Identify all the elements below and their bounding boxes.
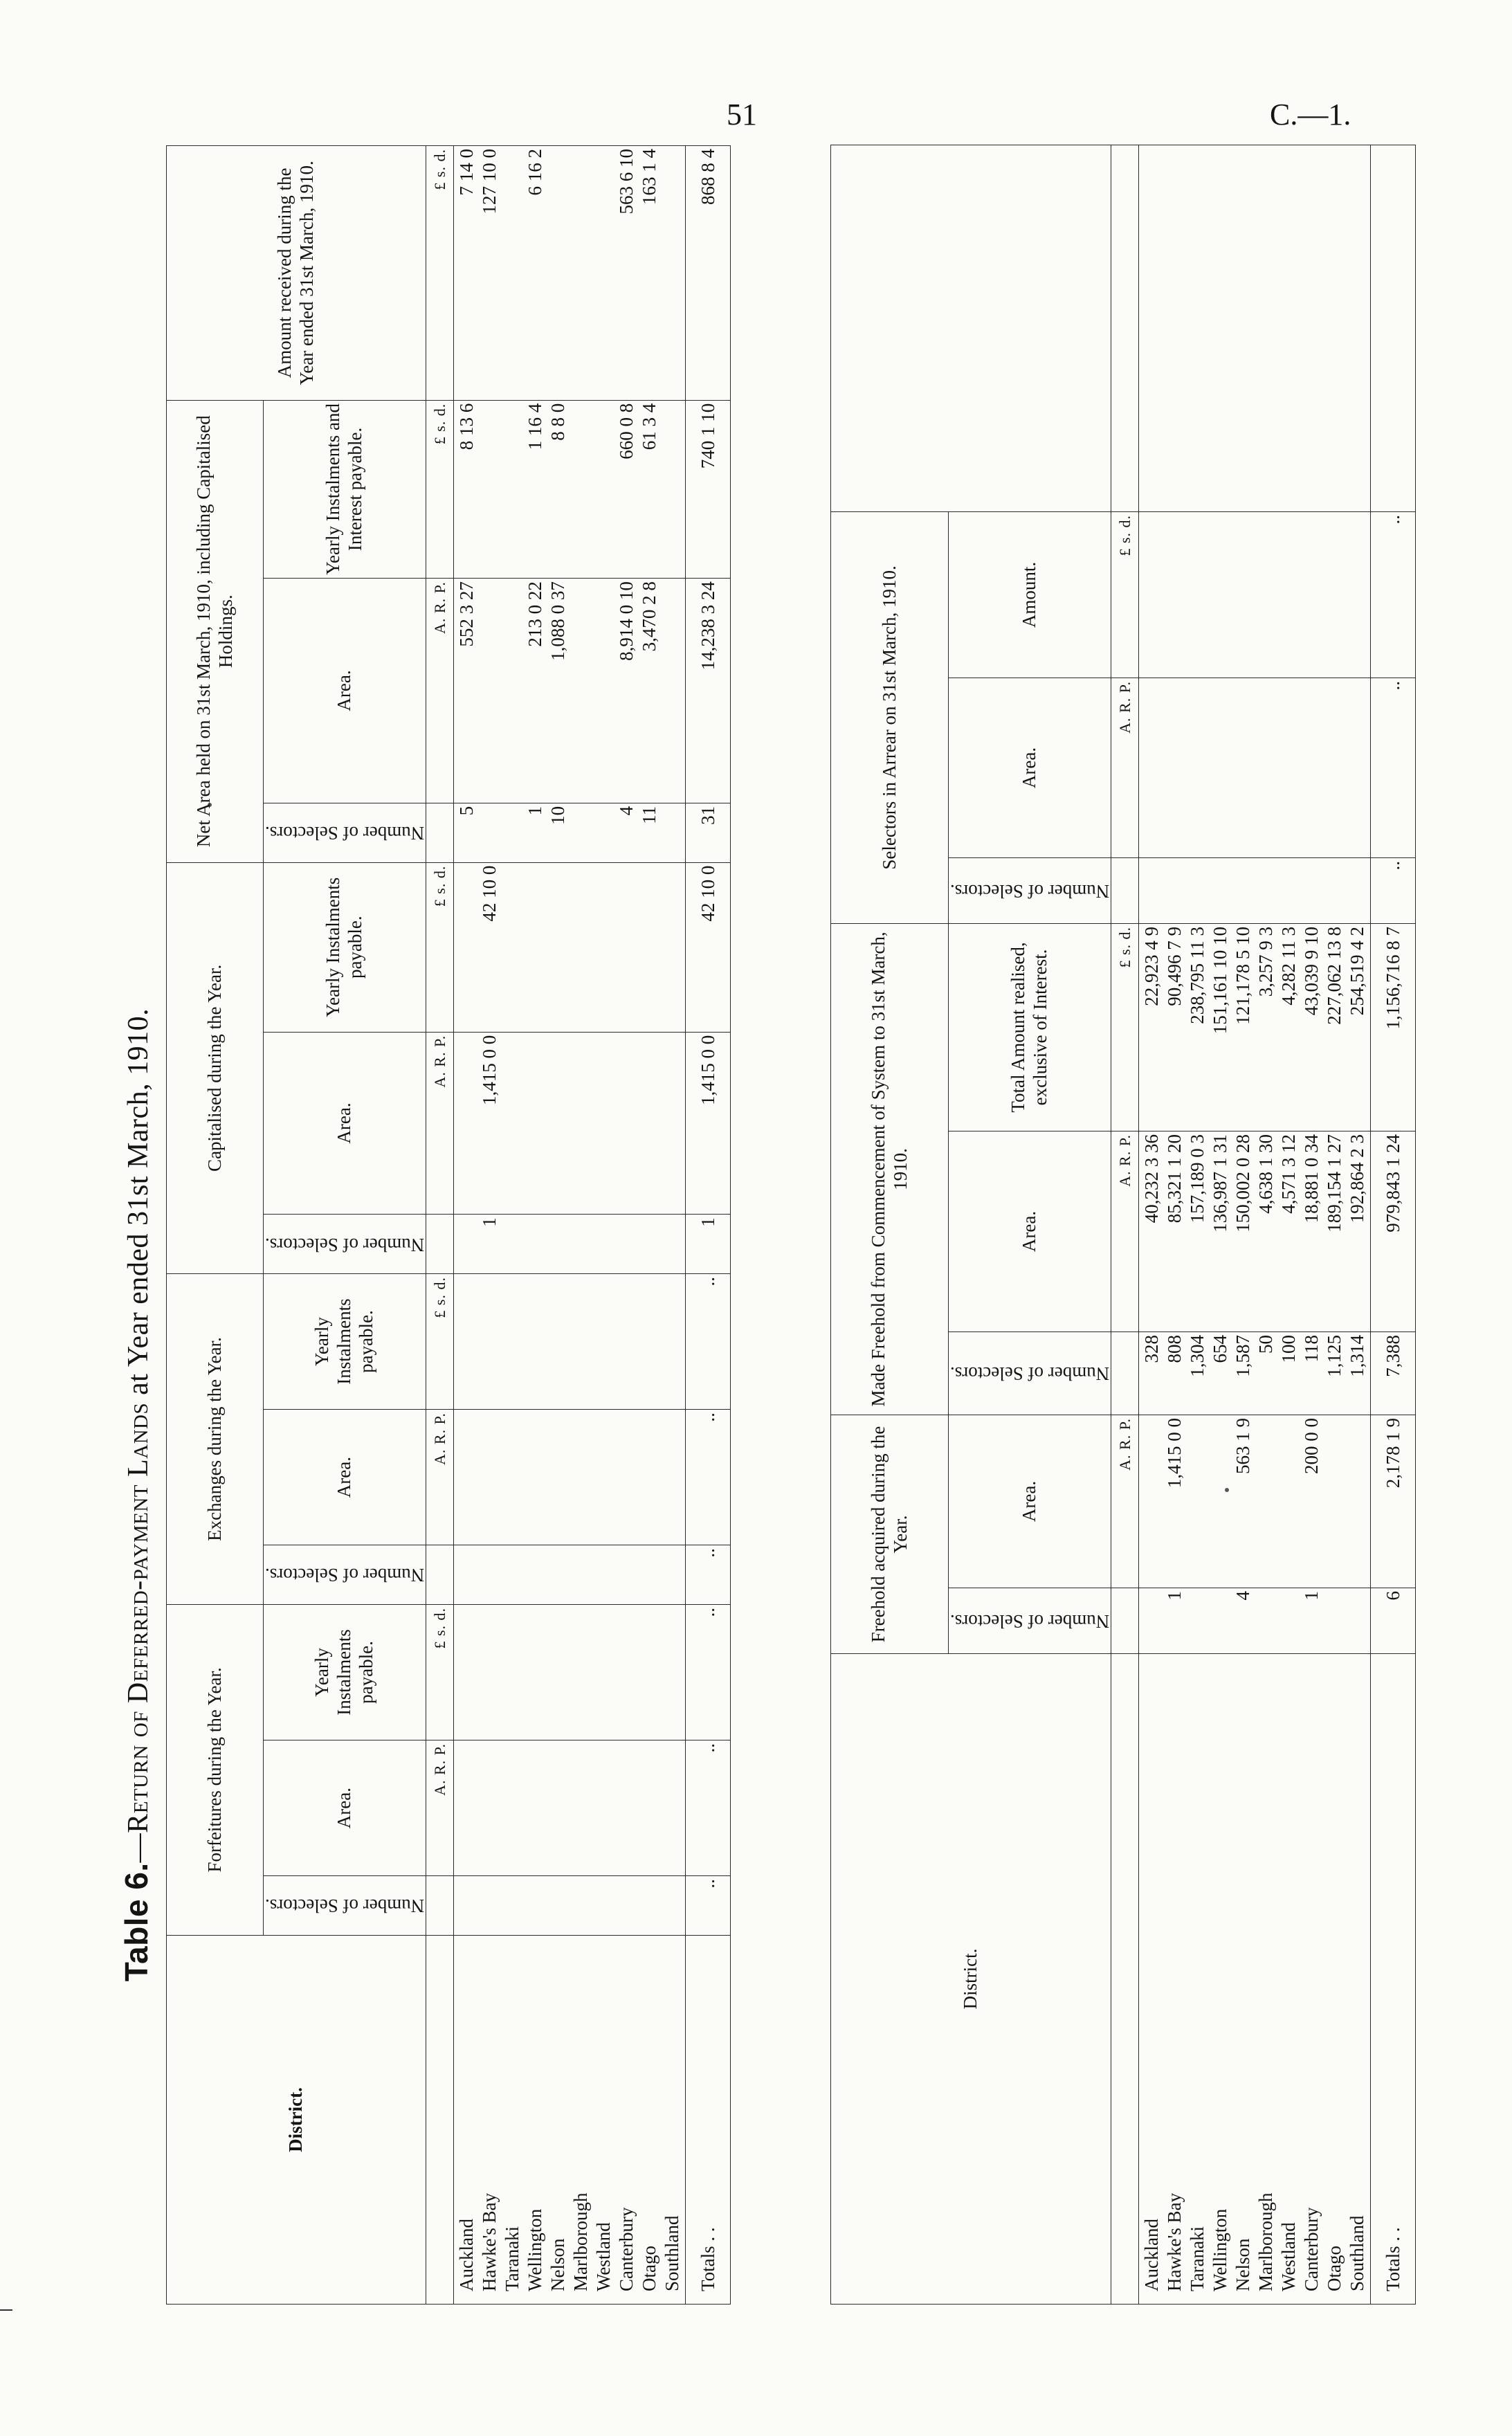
cap-selectors-col: 1 <box>454 1215 686 1274</box>
total-exch-area: .. <box>686 1410 731 1545</box>
amount-received-col: 7 14 0 127 10 0 6 16 2 563 6 10 163 1 4 <box>454 146 686 401</box>
capitalised-header: Capitalised during the Year. <box>167 862 264 1273</box>
total-arr-selectors: .. <box>1371 857 1416 923</box>
spare-total <box>1371 145 1416 511</box>
made-freehold-header: Made Freehold from Commencement of System to 31st March, 1910. <box>831 923 949 1415</box>
net-area-header: Net Area held on 31st March, 1910, including Capitalised Holdings. <box>167 400 264 862</box>
free-selectors-header <box>949 1588 1111 1654</box>
units-money: £ s. d. <box>426 1274 454 1410</box>
net-yearly-col: 8 13 6 1 16 4 8 8 0 660 0 8 61 3 4 <box>454 400 686 578</box>
forf-selectors-header <box>264 1876 426 1936</box>
exch-selectors-col <box>454 1545 686 1605</box>
title-rest: at Year ended 31st March, 1910. <box>122 1008 154 1403</box>
units-money: £ s. d. <box>426 1604 454 1740</box>
units-row <box>426 146 454 2305</box>
spare-col <box>1139 145 1371 511</box>
amount-received-header: Amount received during the Year ended 31st March, 1910. <box>167 146 426 401</box>
forf-yearly-header: Yearly Instalments payable. <box>264 1604 426 1740</box>
net-yearly-header: Yearly Instalments and Interest payable. <box>264 400 426 578</box>
exch-selectors-label: Number of Selectors. <box>265 1565 425 1586</box>
cap-selectors-header <box>264 1215 426 1274</box>
total-forf-selectors: .. <box>686 1876 731 1936</box>
table-label: Table 6. <box>118 1862 154 1982</box>
arr-area-col <box>1139 678 1371 857</box>
net-selectors-label: Number of Selectors. <box>265 823 425 844</box>
total-cap-area: 1,415 0 0 <box>686 1032 731 1214</box>
exch-area-col <box>454 1410 686 1545</box>
exch-area-header: Area. <box>264 1410 426 1545</box>
arr-selectors-header <box>949 857 1111 923</box>
units-blank <box>426 1876 454 1936</box>
forf-area-col <box>454 1740 686 1876</box>
free-area-col: 1,415 0 0 563 1 9 200 0 0 <box>1139 1415 1371 1588</box>
rotated-table-page <box>104 138 1403 2318</box>
total-exch-selectors: .. <box>686 1545 731 1605</box>
exch-yearly-header: Yearly Instalments payable. <box>264 1274 426 1410</box>
district-list-2: Auckland Hawke's Bay Taranaki Wellington Nelson Marlborough Westland Canterbury Otago Southland <box>1139 1654 1371 2305</box>
page-number: 51 <box>727 98 757 131</box>
total-made-selectors: 7,388 <box>1371 1331 1416 1415</box>
exch-selectors-header <box>264 1545 426 1605</box>
total-free-area: 2,178 1 9 <box>1371 1415 1416 1588</box>
units-money: £ s. d. <box>1111 511 1139 678</box>
total-forf-yearly: .. <box>686 1604 731 1740</box>
units-blank <box>1111 1654 1139 2305</box>
units-blank <box>426 1215 454 1274</box>
total-net-yearly: 740 1 10 <box>686 400 731 578</box>
total-net-area: 14,238 3 24 <box>686 579 731 803</box>
total-net-selectors: 31 <box>686 803 731 862</box>
arr-amount-col <box>1139 511 1371 678</box>
arr-area-header: Area. <box>949 678 1111 857</box>
total-amount-header: Total Amount realised, exclusive of Interest. <box>949 923 1111 1131</box>
cap-area-col: 1,415 0 0 <box>454 1032 686 1214</box>
units-blank <box>1111 145 1139 511</box>
units-blank <box>1111 1331 1139 1415</box>
forf-yearly-col <box>454 1604 686 1740</box>
total-amount-received: 868 8 4 <box>686 146 731 401</box>
district-header-2: District. <box>831 1654 1111 2305</box>
data-block-2 <box>1139 145 1371 2304</box>
total-arr-area: .. <box>1371 678 1416 857</box>
forf-area-header: Area. <box>264 1740 426 1876</box>
units-area: A. R. P. <box>426 1032 454 1214</box>
totals-label-2: Totals . . <box>1371 1654 1416 2305</box>
units-blank <box>426 803 454 862</box>
totals-row <box>686 146 731 2305</box>
total-free-selectors: 6 <box>1371 1588 1416 1654</box>
units-row-2 <box>1111 145 1139 2304</box>
totals-label: Totals . . <box>686 1935 731 2304</box>
made-area-col: 40,232 3 36 85,321 1 20 157,189 0 3 136,987 1 31 150,002 0 28 4,638 1 30 4,571 3 12 18,881 0 34 189,154 1 27 192,864 2 3 <box>1139 1131 1371 1331</box>
district-list: Auckland Hawke's Bay Taranaki Wellington Nelson Marlborough Westland Canterbury Otago Southland <box>454 1935 686 2304</box>
net-area-col-header: Area. <box>264 579 426 803</box>
units-money: £ s. d. <box>426 400 454 578</box>
made-area-header: Area. <box>949 1131 1111 1331</box>
total-forf-area: .. <box>686 1740 731 1876</box>
free-area-header: Area. <box>949 1415 1111 1588</box>
total-arr-amount: .. <box>1371 511 1416 678</box>
free-selectors-label: Number of Selectors. <box>950 1610 1110 1632</box>
units-area: A. R. P. <box>426 1740 454 1876</box>
made-amount-col: 22,923 4 9 90,496 7 9 238,795 11 3 151,161 10 10 121,178 5 10 3,257 9 3 4,282 11 3 43,039 9 10 227,062 13 8 254,519 4 2 <box>1139 923 1371 1131</box>
made-selectors-col: 328 808 1,304 654 1,587 50 100 118 1,125 1,314 <box>1139 1331 1371 1415</box>
cap-area-header: Area. <box>264 1032 426 1214</box>
free-selectors-col: 1 4 1 <box>1139 1588 1371 1654</box>
units-blank <box>1111 1588 1139 1654</box>
cap-yearly-col: 42 10 0 <box>454 862 686 1032</box>
units-blank <box>426 1935 454 2304</box>
exchanges-header: Exchanges during the Year. <box>167 1274 264 1605</box>
district-header: District. <box>167 1935 426 2304</box>
net-selectors-header <box>264 803 426 862</box>
title-caps: Return of Deferred-payment Lands <box>122 1402 154 1833</box>
cap-yearly-header: Yearly Instalments payable. <box>264 862 426 1032</box>
units-area: A. R. P. <box>1111 678 1139 857</box>
made-selectors-label: Number of Selectors. <box>950 1363 1110 1385</box>
exch-yearly-col <box>454 1274 686 1410</box>
total-cap-selectors: 1 <box>686 1215 731 1274</box>
freehold-year-header: Freehold acquired during the Year. <box>831 1415 949 1653</box>
units-money: £ s. d. <box>1111 923 1139 1131</box>
net-selectors-col: 5 1 10 4 11 <box>454 803 686 862</box>
spare-column <box>831 145 1111 511</box>
arr-selectors-label: Number of Selectors. <box>950 880 1110 902</box>
net-area-col: 552 3 27 213 0 22 1,088 0 37 8,914 0 10 3,470 2 8 <box>454 579 686 803</box>
units-area: A. R. P. <box>426 579 454 803</box>
units-money: £ s. d. <box>426 146 454 401</box>
data-block <box>454 146 686 2305</box>
deferred-payment-table <box>166 145 731 2305</box>
table-title <box>118 671 155 2318</box>
title-dash: — <box>122 1833 154 1863</box>
cap-selectors-label: Number of Selectors. <box>265 1234 425 1255</box>
arr-selectors-col <box>1139 857 1371 923</box>
freehold-table <box>830 145 1416 2305</box>
arrear-header: Selectors in Arrear on 31st March, 1910. <box>831 511 949 923</box>
units-blank <box>1111 857 1139 923</box>
total-cap-yearly: 42 10 0 <box>686 862 731 1032</box>
arr-amount-header: Amount. <box>949 511 1111 678</box>
made-selectors-header <box>949 1331 1111 1415</box>
totals-row-2 <box>1371 145 1416 2304</box>
forfeitures-header: Forfeitures during the Year. <box>167 1604 264 1935</box>
units-area: A. R. P. <box>426 1410 454 1545</box>
edge-mark <box>0 2309 12 2311</box>
units-area: A. R. P. <box>1111 1131 1139 1331</box>
total-made-amount: 1,156,716 8 7 <box>1371 923 1416 1131</box>
units-blank <box>426 1545 454 1605</box>
total-made-area: 979,843 1 24 <box>1371 1131 1416 1331</box>
total-exch-yearly: .. <box>686 1274 731 1410</box>
units-area: A. R. P. <box>1111 1415 1139 1588</box>
document-reference: C.—1. <box>1270 98 1351 131</box>
forf-selectors-col <box>454 1876 686 1936</box>
forf-selectors-label: Number of Selectors. <box>265 1896 425 1917</box>
units-money: £ s. d. <box>426 862 454 1032</box>
